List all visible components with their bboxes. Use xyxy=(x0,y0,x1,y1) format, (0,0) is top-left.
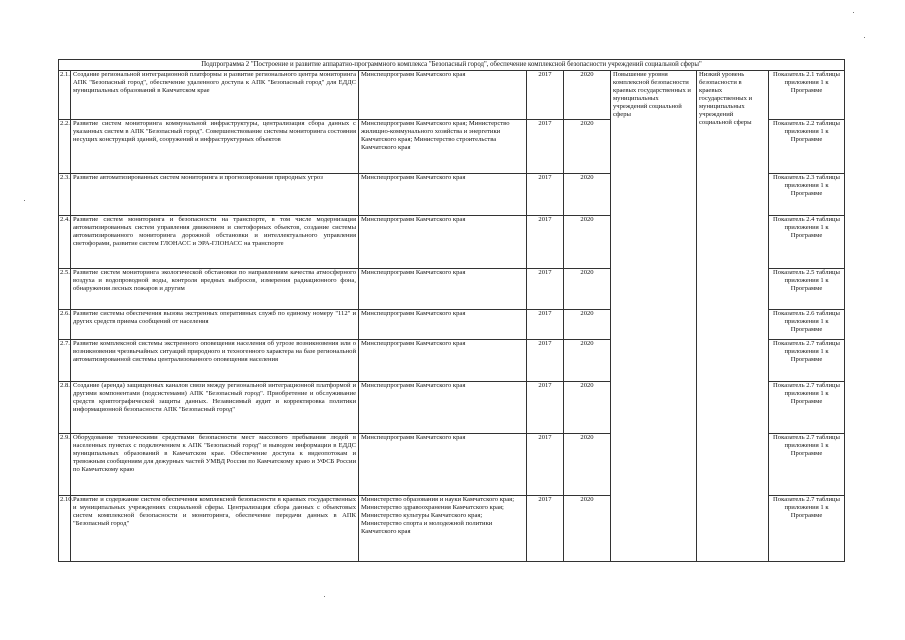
table-header-row xyxy=(59,60,845,71)
measure-description: Развитие комплексной системы экстренного оповещения населения об угрозе возникновения или о возникновении чрезвычайных ситуаций природного и техногенного характера на базе региональной автоматизированной системы централизованного оповещения населения xyxy=(71,340,359,382)
row-number: 2.1. xyxy=(59,71,71,120)
indicator-link: Показатель 2.5 таблицы приложения 1 к Программе xyxy=(769,269,845,310)
measure-description: Развитие систем мониторинга и безопасности на транспорте, в том числе модернизация автоматизированных систем управления движением и светофорных объектов, создание системы автоматизированного мониторинга дорожной обстановки и интеллектуального управления светофорами, развитие систем ГЛОНАСС и ЭРА-ГЛОНАСС на транспорте xyxy=(71,216,359,269)
table-row xyxy=(59,71,845,120)
start-year: 2017 xyxy=(527,496,564,562)
responsible-executor: Министерство образования и науки Камчатского края; Министерство здравоохранения Камчатского края; Министерство культуры Камчатского края; Министерство спорта и молодежной политики Камчатского края xyxy=(359,496,527,562)
responsible-executor: Минспецпрограмм Камчатского края xyxy=(359,434,527,496)
start-year: 2017 xyxy=(527,310,564,340)
start-year: 2017 xyxy=(527,269,564,310)
end-year: 2020 xyxy=(564,216,611,269)
row-number: 2.6. xyxy=(59,310,71,340)
measure-description: Оборудование техническими средствами безопасности мест массового пребывания людей в населенных пунктах с подключением к АПК "Безопасный город" и выводом информации в ЕДДС муниципальных образований в Камчатском крае. Обеспечение доступа к видеопотокам и тревожным сообщениям для дежурных частей УМВД России по Камчатскому краю и УФСБ России по Камчатскому краю xyxy=(71,434,359,496)
indicator-link: Показатель 2.4 таблицы приложения 1 к Программе xyxy=(769,216,845,269)
end-year: 2020 xyxy=(564,269,611,310)
start-year: 2017 xyxy=(527,174,564,216)
measure-description: Развитие и содержание систем обеспечения комплексной безопасности в краевых государственных и муниципальных учреждениях социальной сферы. Централизация сбора данных с объектовых систем комплексной безопасности и мониторинга, обеспечение передачи данных в АПК "Безопасный город" xyxy=(71,496,359,562)
row-number: 2.3. xyxy=(59,174,71,216)
start-year: 2017 xyxy=(527,382,564,434)
start-year: 2017 xyxy=(527,434,564,496)
end-year: 2020 xyxy=(564,120,611,174)
responsible-executor: Минспецпрограмм Камчатского края xyxy=(359,216,527,269)
measure-description: Развитие автоматизированных систем мониторинга и прогнозирования природных угроз xyxy=(71,174,359,216)
start-year: 2017 xyxy=(527,216,564,269)
row-number: 2.8. xyxy=(59,382,71,434)
subprogram-title: Подпрограмма 2 "Построение и развитие аппаратно-программного комплекса "Безопасный город", обеспечение комплексной безопасности учреждений социальной сферы" xyxy=(59,60,845,71)
indicator-link: Показатель 2.7 таблицы приложения 1 к Программе xyxy=(769,434,845,496)
end-year: 2020 xyxy=(564,496,611,562)
responsible-executor: Минспецпрограмм Камчатского края xyxy=(359,174,527,216)
measure-description: Создание региональной интеграционной платформы и развитие регионального центра мониторинга АПК "Безопасный город", обеспечение удаленного доступа к АПК "Безопасный город" для ЕДДС муниципальных образований в Камчатском крае xyxy=(71,71,359,120)
indicator-link: Показатель 2.3 таблицы приложения 1 к Программе xyxy=(769,174,845,216)
row-number: 2.5. xyxy=(59,269,71,310)
responsible-executor: Минспецпрограмм Камчатского края xyxy=(359,269,527,310)
indicator-link: Показатель 2.7 таблицы приложения 1 к Программе xyxy=(769,340,845,382)
scan-speck xyxy=(324,596,325,597)
start-year: 2017 xyxy=(527,340,564,382)
end-year: 2020 xyxy=(564,340,611,382)
measure-description: Развитие систем мониторинга коммунальной инфраструктуры, централизация сбора данных с указанных систем в АПК "Безопасный город". Совершенствование системы мониторинга состояния несущих конструкций зданий, сооружений и инфраструктурных объектов xyxy=(71,120,359,174)
row-number: 2.10. xyxy=(59,496,71,562)
end-year: 2020 xyxy=(564,174,611,216)
end-year: 2020 xyxy=(564,310,611,340)
responsible-executor: Минспецпрограмм Камчатского края; Министерство жилищно-коммунального хозяйства и энергетики Камчатского края; Министерство строительства Камчатского края xyxy=(359,120,527,174)
indicator-link: Показатель 2.7 таблицы приложения 1 к Программе xyxy=(769,382,845,434)
row-number: 2.4. xyxy=(59,216,71,269)
measure-description: Развитие системы обеспечения вызова экстренных оперативных служб по единому номеру "112" и других средств приема сообщений от населения xyxy=(71,310,359,340)
measure-description: Создание (аренда) защищенных каналов связи между региональной интеграционной платформой и другими компонентами (подсистемами) АПК "Безопасный город". Приобретение и обслуживание средств криптографической защиты данных. Независимый аудит и корректировка политики информационной безопасности АПК "Безопасный город" xyxy=(71,382,359,434)
consequence-of-non-implementation: Низкий уровень безопасности в краевых государственных и муниципальных учреждений социальной сферы xyxy=(697,71,769,562)
expected-result: Повышение уровня комплексной безопасности краевых государственных и муниципальных учреждений социальной сферы xyxy=(611,71,697,562)
start-year: 2017 xyxy=(527,71,564,120)
indicator-link: Показатель 2.2 таблицы приложения 1 к Программе xyxy=(769,120,845,174)
responsible-executor: Минспецпрограмм Камчатского края xyxy=(359,382,527,434)
measure-description: Развитие систем мониторинга экологической обстановки по направлениям качества атмосферного воздуха и водопроводной воды, контроля вредных выбросов, измерения радиационного фона, обнаружения лесных пожаров и другим xyxy=(71,269,359,310)
scan-speck xyxy=(864,37,865,38)
indicator-link: Показатель 2.7 таблицы приложения 1 к Программе xyxy=(769,496,845,562)
end-year: 2020 xyxy=(564,434,611,496)
end-year: 2020 xyxy=(564,71,611,120)
indicator-link: Показатель 2.6 таблицы приложения 1 к Программе xyxy=(769,310,845,340)
scan-speck xyxy=(24,200,25,201)
responsible-executor: Минспецпрограмм Камчатского края xyxy=(359,71,527,120)
row-number: 2.9. xyxy=(59,434,71,496)
subprogram-2-measures-table xyxy=(58,59,845,562)
indicator-link: Показатель 2.1 таблицы приложения 1 к Программе xyxy=(769,71,845,120)
responsible-executor: Минспецпрограмм Камчатского края xyxy=(359,310,527,340)
end-year: 2020 xyxy=(564,382,611,434)
row-number: 2.2. xyxy=(59,120,71,174)
row-number: 2.7. xyxy=(59,340,71,382)
scan-speck xyxy=(853,12,854,13)
responsible-executor: Минспецпрограмм Камчатского края xyxy=(359,340,527,382)
start-year: 2017 xyxy=(527,120,564,174)
